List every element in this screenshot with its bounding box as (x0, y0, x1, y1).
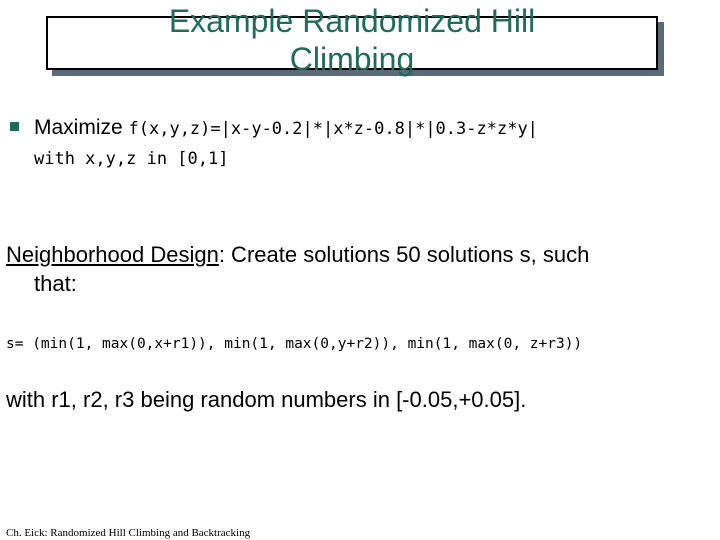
function-expression: f(x,y,z)=|x-y-0.2|*|x*z-0.8|*|0.3-z*z*y| (128, 119, 538, 139)
maximize-label: Maximize (34, 116, 129, 139)
neighbor-formula: s= (min(1, max(0,x+r1)), min(1, max(0,y+r2)), min(1, max(0, z+r3)) (6, 336, 583, 352)
title-line-2: Climbing (289, 41, 415, 77)
random-note: with r1, r2, r3 being random numbers in [-0.05,+0.05]. (6, 387, 527, 412)
neighborhood-text: : Create solutions 50 solutions s, such (218, 242, 590, 267)
slide-footer: Ch. Eick: Randomized Hill Climbing and Backtracking (6, 527, 251, 539)
neighborhood-text-2: that: (34, 271, 77, 296)
maximize-line (34, 115, 538, 142)
slide-title (46, 2, 658, 78)
square-bullet-icon (10, 122, 19, 131)
neighborhood-paragraph (6, 240, 686, 298)
title-line-1: Example Randomized Hill (168, 3, 536, 39)
domain-line: with x,y,z in [0,1] (34, 149, 229, 169)
neighborhood-label: Neighborhood Design (6, 242, 219, 267)
